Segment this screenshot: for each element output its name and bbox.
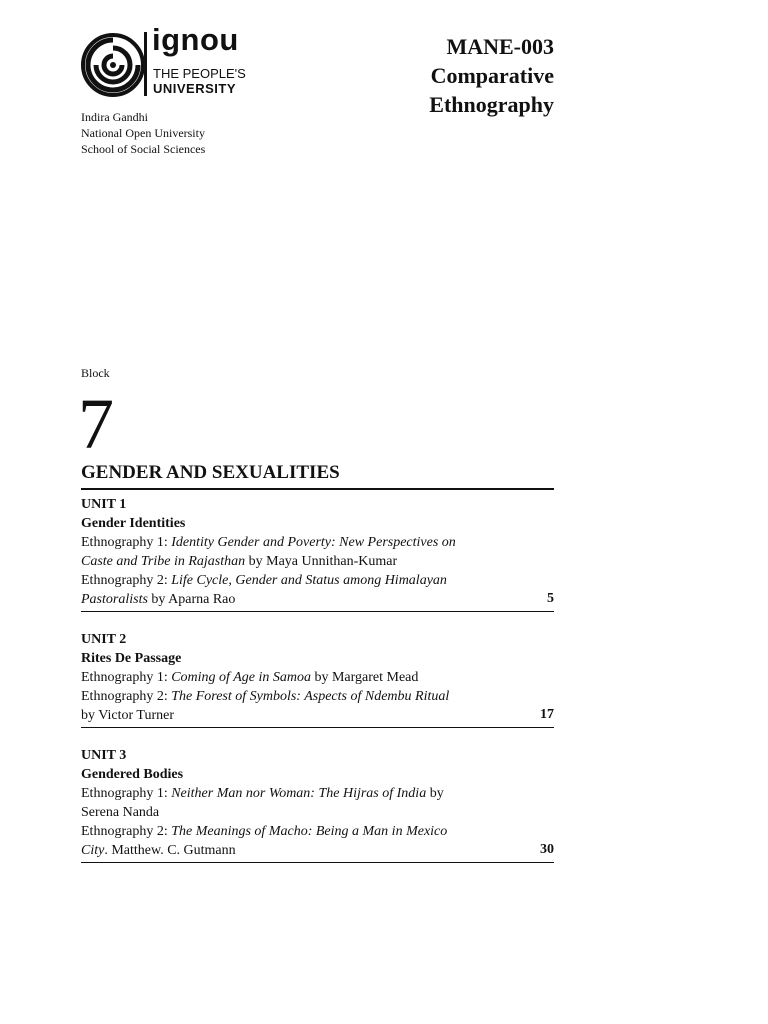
institution-name [81,109,205,157]
unit-title: Rites De Passage [81,651,182,666]
ethnography-line: Ethnography 2: The Meanings of Macho: Being a Man in Mexico [81,824,448,839]
course-heading [429,32,554,119]
ethnography-line: Serena Nanda [81,805,160,820]
ethnography-line: Ethnography 2: The Forest of Symbols: Aspects of Ndembu Ritual [81,689,450,704]
ethnography-line: Ethnography 1: Identity Gender and Poverty: New Perspectives on [81,535,456,550]
block-label: Block [81,366,110,380]
logo-wordmark: ignou [152,22,239,57]
page-number: 17 [540,707,554,722]
institution-line: Indira Gandhi [81,110,148,124]
logo-divider [144,32,147,96]
course-title-line: Ethnography [429,92,554,117]
ethnography-line: by Victor Turner [81,708,175,723]
ethnography-line: Pastoralists by Aparna Rao [81,592,236,607]
ethnography-line: Ethnography 2: Life Cycle, Gender and Status among Himalayan [81,573,447,588]
course-title-line: Comparative [430,63,554,88]
ethnography-line: Ethnography 1: Neither Man nor Woman: The Hijras of India by [81,786,444,801]
title-rule [81,488,554,490]
unit-entry [81,495,554,612]
unit-title: Gender Identities [81,516,186,531]
ethnography-line: City. Matthew. C. Gutmann [81,843,236,858]
unit-entry [81,746,554,863]
page-number: 5 [547,591,554,606]
ethnography-line: Caste and Tribe in Rajasthan by Maya Unnithan-Kumar [81,554,398,569]
unit-title: Gendered Bodies [81,767,184,782]
ignou-logo [80,22,250,100]
institution-line: National Open University [81,126,205,140]
page-number: 30 [540,842,554,857]
contents-list [81,495,554,881]
course-code: MANE-003 [446,34,554,59]
institution-line: School of Social Sciences [81,142,206,156]
block-number: 7 [78,384,114,464]
unit-label: UNIT 1 [81,497,127,512]
unit-entry [81,630,554,728]
unit-label: UNIT 2 [81,632,127,647]
logo-tagline-1: THE PEOPLE'S [153,66,246,81]
ignou-emblem-icon [80,32,146,98]
logo-tagline-2: UNIVERSITY [153,81,237,96]
block-title: GENDER AND SEXUALITIES [81,462,340,483]
unit-label: UNIT 3 [81,748,127,763]
ethnography-line: Ethnography 1: Coming of Age in Samoa by Margaret Mead [81,670,419,685]
